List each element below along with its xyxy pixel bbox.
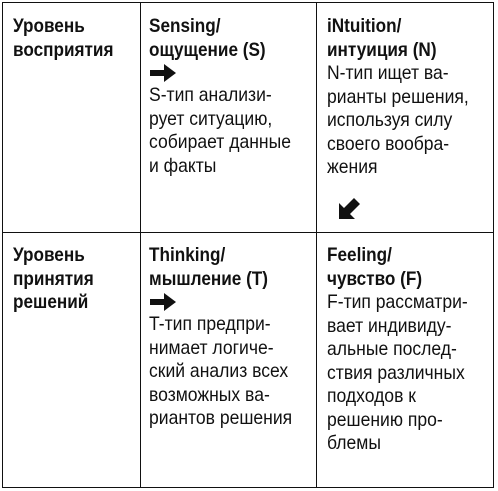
arrow-down-left-icon <box>336 196 362 222</box>
arrow-right-icon <box>149 62 177 84</box>
thinking-heading: Thinking/ мышление (T) <box>149 244 269 290</box>
row-divider <box>3 232 493 233</box>
cell-feeling <box>327 244 492 456</box>
column-divider-1 <box>140 3 141 487</box>
sensing-description: S-тип анализи- рует ситуацию, собирает данные и факты <box>149 84 291 177</box>
column-divider-2 <box>316 3 317 487</box>
row-label-decision: Уровень принятия решений <box>13 244 94 313</box>
intuition-description: N-тип ищет ва- рианты решения, используя силу своего вообра- жения <box>327 62 469 178</box>
thinking-description: T-тип предпри- нимает логиче- ский анализ всех возможных ва- риантов решения <box>149 313 293 429</box>
cell-thinking <box>149 244 314 431</box>
mbti-table <box>2 2 494 488</box>
sensing-heading: Sensing/ ощущение (S) <box>149 15 266 61</box>
feeling-description: F-тип рассматри- вает индивиду- альные послед- ствия различных подходов к решению про- блемы <box>327 291 468 454</box>
cell-intuition <box>327 15 492 180</box>
row-label-perception: Уровень восприятия <box>13 15 114 61</box>
cell-sensing <box>149 15 314 178</box>
intuition-heading: iNtuition/ интуиция (N) <box>327 15 437 61</box>
arrow-right-icon <box>149 291 177 313</box>
feeling-heading: Feeling/ чувство (F) <box>327 244 423 290</box>
